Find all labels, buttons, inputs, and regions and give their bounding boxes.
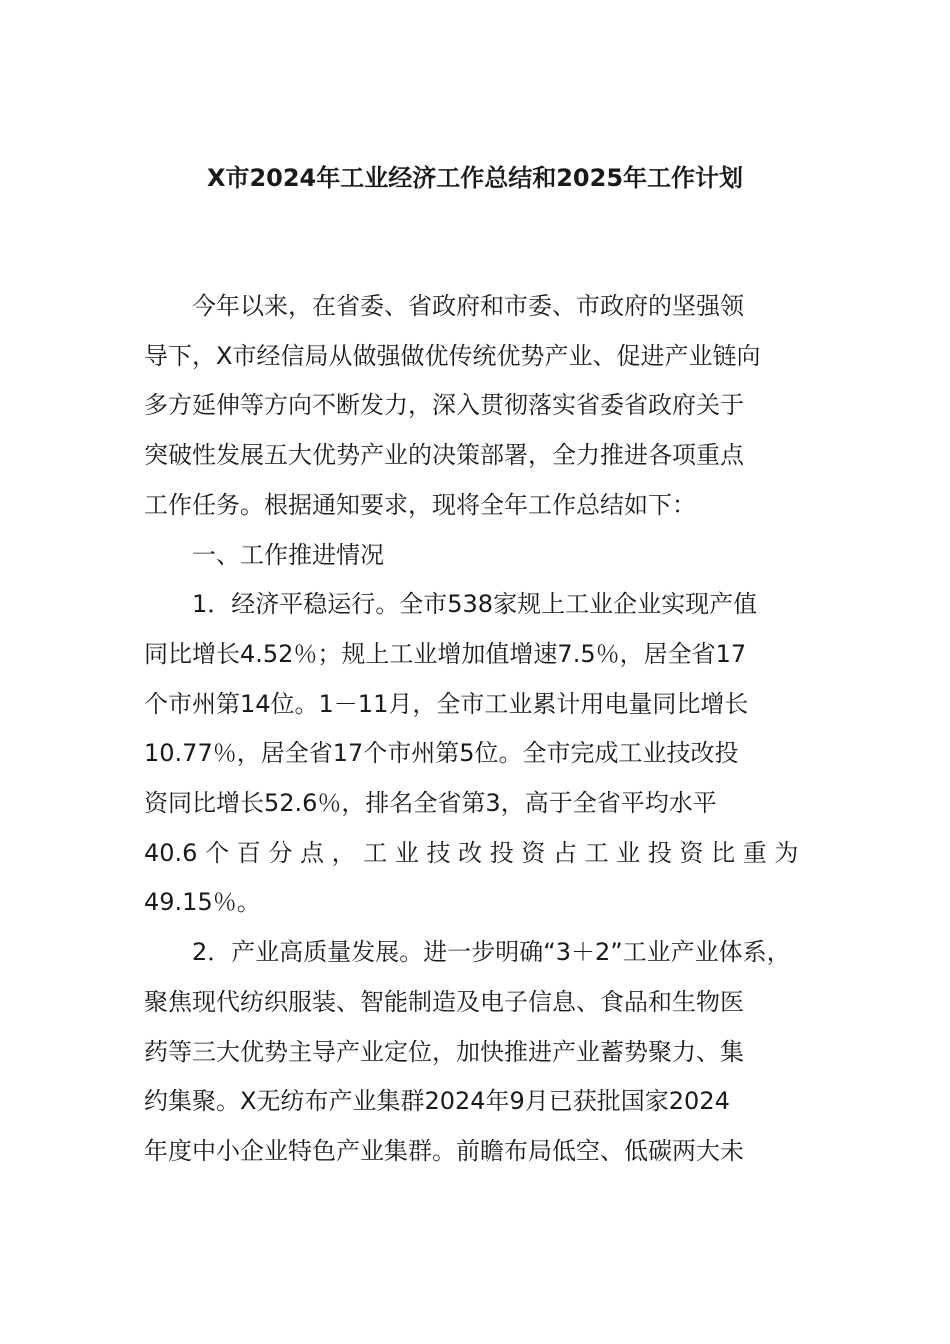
paragraph-line: 10.77％，居全省17个市州第5位。全市完成工业技改投 [144, 739, 739, 768]
paragraph-line: 约集聚。X无纺布产业集群2024年9月已获批国家2024 [144, 1087, 730, 1116]
paragraph-line: 1．经济平稳运行。全市538家规上工业企业实现产值 [192, 590, 758, 619]
paragraph-line: 同比增长4.52％；规上工业增加值增速7.5％，居全省17 [144, 639, 747, 668]
paragraph-line: 导下，X市经信局从做强做优传统优势产业、促进产业链向 [144, 341, 761, 370]
paragraph-line: 2．产业高质量发展。进一步明确“3＋2”工业产业体系， [192, 938, 791, 967]
paragraph-line: 突破性发展五大优势产业的决策部署，全力推进各项重点 [144, 441, 744, 470]
document-title: X市2024年工业经济工作总结和2025年工作计划 [206, 164, 744, 192]
paragraph-line: 聚焦现代纺织服装、智能制造及电子信息、食品和生物医 [144, 987, 744, 1016]
paragraph-line: 个市州第14位。1－11月，全市工业累计用电量同比增长 [144, 689, 749, 718]
paragraph-line: 资同比增长52.6％，排名全省第3，高于全省平均水平 [144, 789, 717, 818]
paragraph-line: 49.15％。 [144, 888, 261, 917]
section-heading: 一、工作推进情况 [192, 540, 384, 569]
paragraph-line: 今年以来，在省委、省政府和市委、市政府的坚强领 [192, 292, 744, 320]
paragraph-line: 年度中小企业特色产业集群。前瞻布局低空、低碳两大未 [144, 1136, 744, 1165]
document-body [144, 282, 808, 1177]
paragraph-line: 多方延伸等方向不断发力，深入贯彻落实省委省政府关于 [144, 391, 744, 420]
paragraph-line: 工作任务。根据通知要求，现将全年工作总结如下： [144, 490, 696, 519]
paragraph-line: 40.6 个 百 分 点 ， 工 业 技 改 投 资 占 工 业 投 资 比 重 为 [144, 838, 799, 867]
paragraph-line: 药等三大优势主导产业定位，加快推进产业蓄势聚力、集 [144, 1037, 744, 1066]
